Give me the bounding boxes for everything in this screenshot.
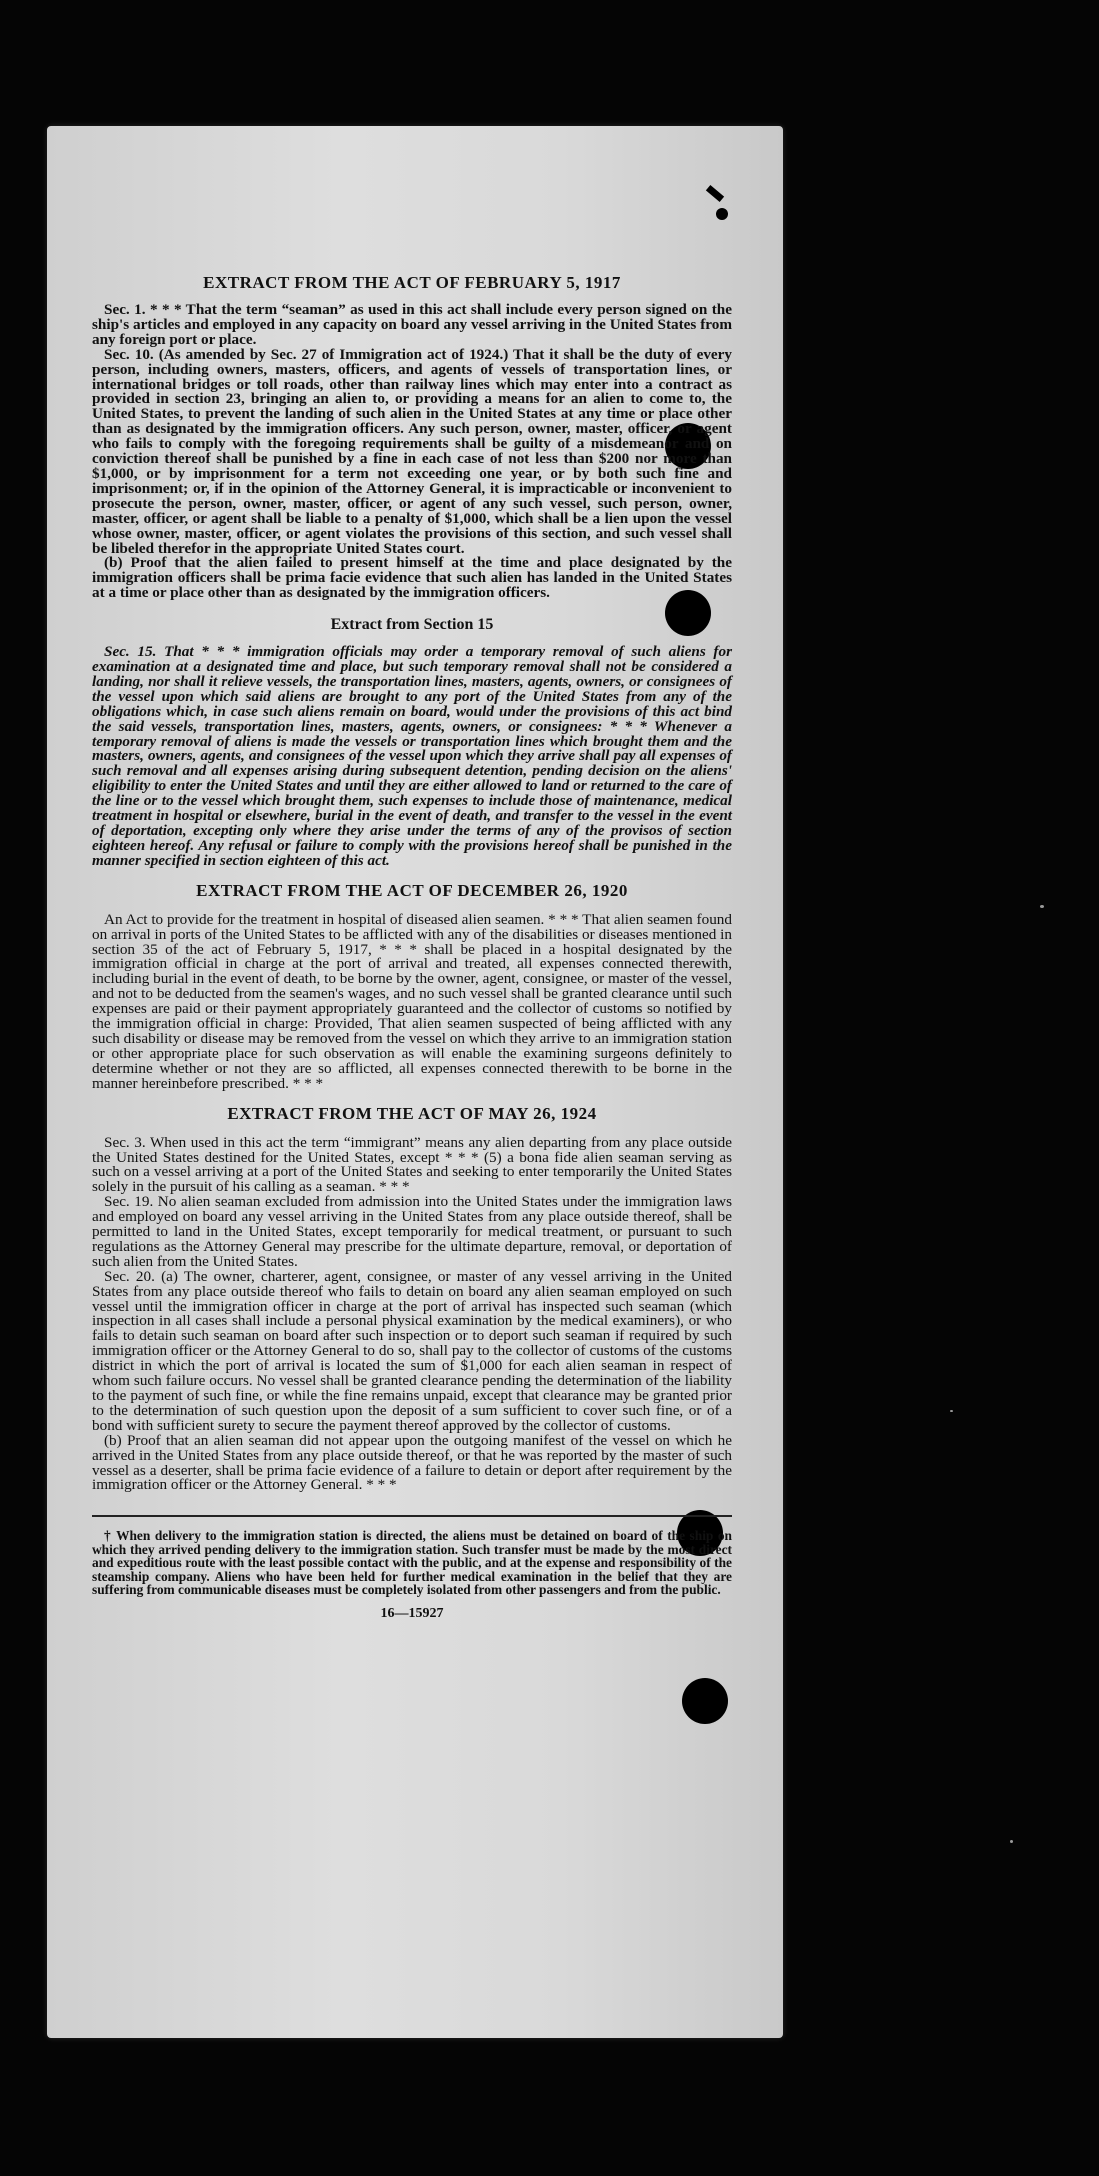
punch-hole (682, 1678, 728, 1724)
footnote-text: † When delivery to the immigration station is directed, the aliens must be detained on board of the ship on which they arrived pending delivery to the immigration station. Such transfer must be made by the most direct and expeditious route with the least possible contact with the public, and at the expense and responsibility of the steamship company. Aliens who have been held for further medical examination in the belief that they are suffering from communicable diseases must be completely isolated from other passengers and from the public. (92, 1528, 732, 1598)
section-1917 (92, 303, 732, 601)
film-speck (950, 1410, 953, 1412)
paragraph-sec-19: Sec. 19. No alien seaman excluded from admission into the United States under the immigration laws and employed on board any vessel arriving in the United States from any place outside thereof, shall be permitted to land in the United States, except temporarily for medical treatment, or pursuant to such regulations as the Attorney General may prescribe for the ultimate departure, removal, or deportation of such alien from the United States. (92, 1193, 732, 1270)
paragraph-sec-20b: (b) Proof that an alien seaman did not appear upon the outgoing manifest of the vessel on which he arrived in the United States from any place outside thereof, or that he was reported by the master of such vessel as a deserter, shall be prima facie evidence of a failure to detain or deport after requirement by the immigration officer or the Attorney General. * * * (92, 1431, 732, 1494)
form-code: 16—15927 (380, 1605, 444, 1621)
section-1920 (92, 910, 732, 1092)
document-content (92, 138, 732, 1622)
paragraph-act-1920: An Act to provide for the treatment in hospital of diseased alien seamen. * * * That alien seamen found on arrival in ports of the United States to be afflicted with any of the disabilities or diseases mentioned in section 35 of the act of February 5, 1917, * * * shall be placed in a hospital designated by the immigration official in charge at the port of arrival and treated, all expenses connected therewith, including burial in the event of death, to be borne by the owner, agent, consignee, or master of the vessel, and not to be deducted from the seamen's wages, and no such vessel shall be granted clearance until such expenses are paid or their payment appropriately guaranteed and the collector of customs so notified by the immigration official in charge: Provided, That alien seamen suspected of being afflicted with any such disability or disease may be removed from the vessel on which they arrive to an immigration station or other appropriate place for such observation as will enable the examining surgeons definitely to determine whether or not they are so afflicted, all expenses connected therewith to be borne in the manner hereinbefore prescribed. * * * (92, 910, 732, 1092)
paragraph-sec-20a: Sec. 20. (a) The owner, charterer, agent, consignee, or master of any vessel arriving in the United States from any place outside thereof who fails to detain on board any alien seaman employed on such vessel until the immigration officer in charge at the port of arrival has inspected such seaman (which inspection in all cases shall include a personal physical examination by the medical examiners), or who fails to detain such seaman on board after such inspection or to deport such seaman if required by such immigration officer or the Attorney General to do so, shall pay to the collector of customs of the customs district in which the port of arrival is located the sum of $1,000 for each alien seaman in respect of whom such failure occurs. No vessel shall be granted clearance pending the determination of the liability to the payment of such fine, or while the fine remains unpaid, except that clearance may be granted prior to the determination of such question upon the deposit of a sum sufficient to cover such fine, or of a bond with sufficient surety to secure the payment thereof approved by the collector of customs. (92, 1267, 732, 1434)
film-speck (1040, 905, 1044, 908)
title-act-1924: EXTRACT FROM THE ACT OF MAY 26, 1924 (227, 1103, 597, 1123)
section-15 (92, 645, 732, 869)
paragraph-sec-10: Sec. 10. (As amended by Sec. 27 of Immigration act of 1924.) That it shall be the duty of every person, including owners, masters, officers, and agents of vessels of transportation lines, or international bridges or toll roads, other than railway lines which may enter into a contract as provided in section 23, bringing an alien to, or providing a means for an alien to come to, the United States, to prevent the landing of such alien in the United States at any time or place other than as designated by the immigration officers. Any such person, owner, master, officer, or agent who fails to comply with the foregoing requirements shall be guilty of a misdemeanor and on conviction thereof shall be punished by a fine in each case of not less than $200 nor more than $1,000, or by imprisonment for a term not exceeding one year, or by both such fine and imprisonment; or, if in the opinion of the Attorney General, it is impracticable or inconvenient to prosecute the person, owner, master, officer, or agent of any such vessel, such person, owner, master, officer, or agent shall be liable to a penalty of $1,000, which shall be a lien upon the vessel whose owner, master, officer, or agent violates the provisions of this section, and such vessel shall be libeled therefor in the appropriate United States court. (92, 345, 732, 557)
section-1924 (92, 1133, 732, 1494)
title-act-1917: EXTRACT FROM THE ACT OF FEBRUARY 5, 1917 (203, 273, 621, 292)
title-section-15: Extract from Section 15 (330, 616, 494, 634)
film-speck (1010, 1840, 1013, 1843)
paragraph-sec-10b: (b) Proof that the alien failed to present himself at the time and place designated by the immigration officers shall be prima facie evidence that such alien has landed in the United States at a time or place other than as designated by the immigration officers. (92, 554, 732, 602)
title-act-1920: EXTRACT FROM THE ACT OF DECEMBER 26, 1920 (196, 880, 628, 900)
paragraph-sec-3: Sec. 3. When used in this act the term “immigrant” means any alien departing from any place outside the United States destined for the United States, except * * * (5) a bona fide alien seaman serving as such on a vessel arriving at a port of the United States and seeking to enter temporarily the United States solely in the pursuit of his calling as a seaman. * * * (92, 1133, 732, 1196)
paragraph-sec-15: Sec. 15. That * * * immigration officials may order a temporary removal of such aliens for examination at a designated time and place, but such temporary removal shall not be considered a landing, nor shall it relieve vessels, the transportation lines, masters, agents, owners, or consignees of the vessel upon which said aliens are brought to any port of the United States from any of the obligations which, in case such aliens remain on board, would under the provisions of this act bind the said vessels, transportation lines, masters, agents, owners, or consignees: * * * Whenever a temporary removal of aliens is made the vessels or transportation lines which brought them and the masters, owners, agents, and consignees of the vessel upon which they arrive shall pay all expenses of such removal and all expenses arising during subsequent detention, pending decision on the aliens' eligibility to enter the United States and until they are either allowed to land or returned to the care of the line or to the vessel which brought them, such expenses to include those of maintenance, medical treatment in hospital or elsewhere, burial in the event of death, and transfer to the vessel in the event of deportation, excepting only where they arise under the terms of any of the provisos of section eighteen hereof. Any refusal or failure to comply with the provisions hereof shall be punished in the manner specified in section eighteen of this act. (92, 643, 732, 869)
paragraph-sec-1: Sec. 1. * * * That the term “seaman” as used in this act shall include every person signed on the ship's articles and employed in any capacity on board any vessel arriving in the United States from any foreign port or place. (92, 301, 732, 348)
footnote-divider (92, 1515, 732, 1517)
